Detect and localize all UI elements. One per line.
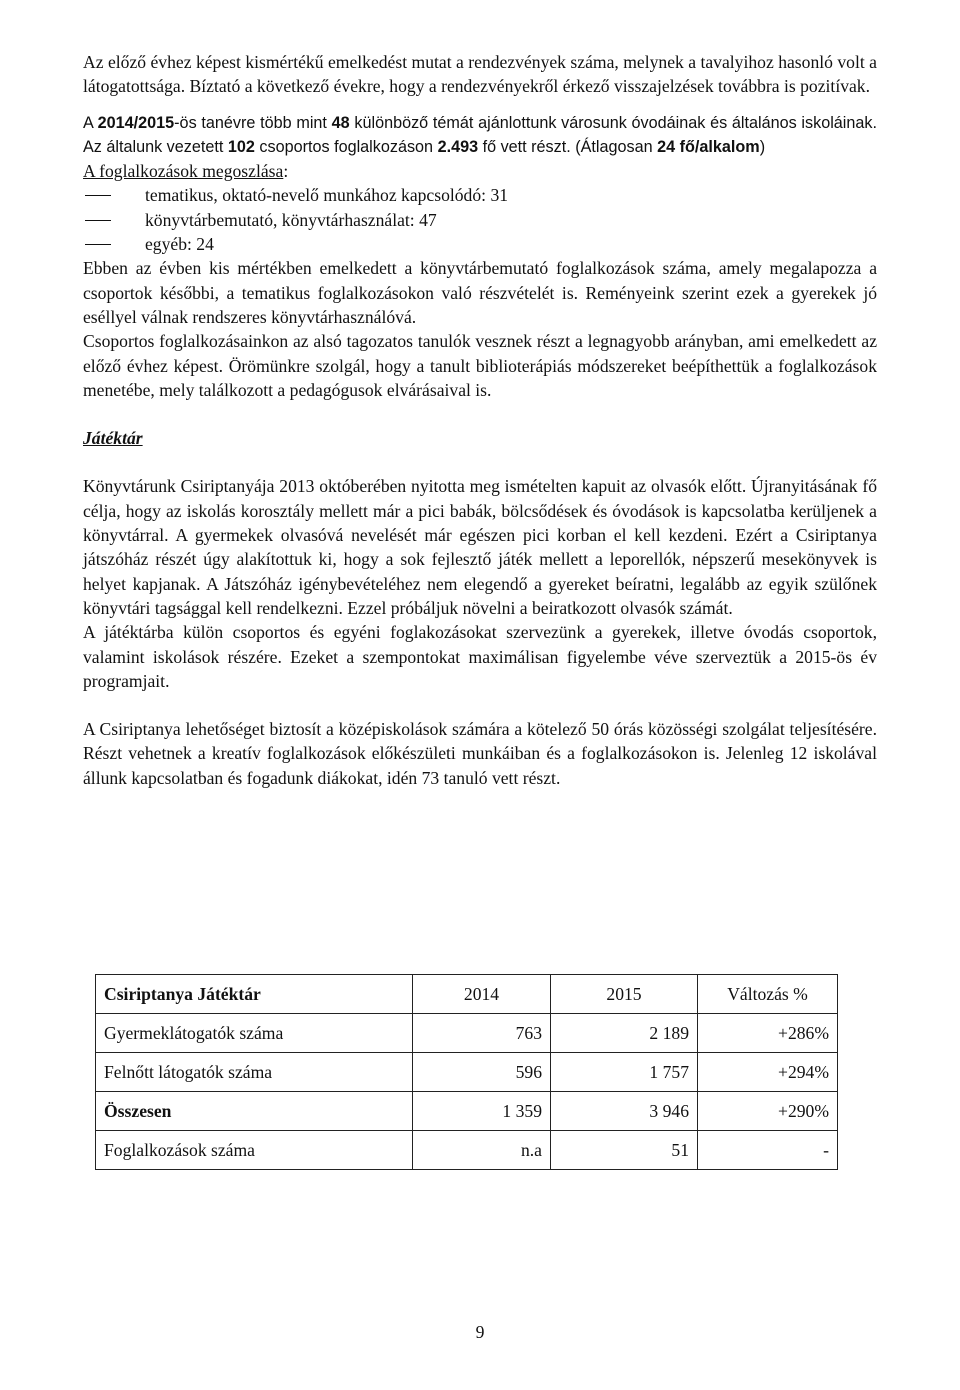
paragraph-events: Az előző évhez képest kismértékű emelkedést mutat a rendezvények száma, melynek a tavalyihoz hasonló volt a látogatottsága. Bíztató a következő évekre, hogy a rendezvényekről érkező visszajelzések továbbra is pozitívak. [83,52,877,97]
paragraph-school-year: A 2014/2015-ös tanévre több mint 48 különböző témát ajánlottunk városunk óvodáinak és általános iskoláinak. Az általunk vezetett 102 csoportos foglalkozáson 2.493 fő vett részt. (Átlagosan 24 fő/alkalom) [83,113,877,156]
school-year: 2014/2015 [97,113,175,132]
list-item: egyéb: 24 [83,232,877,256]
list-item: könyvtárbemutató, könyvtárhasználat: 47 [83,208,877,232]
paragraph-library-intro: Ebben az évben kis mértékben emelkedett a könyvtárbemutató foglalkozások száma, amely megalapozza a csoportok későbbi, a tematikus foglalkozásokon való részvételét is. Reményeink szerint ezek a gyerekek jó eséllyel válnak rendszeres könyvtárhasználóvá. [83,258,877,327]
distribution-label-line: A foglalkozások megoszlása: [83,161,289,182]
table-row: Foglalkozások száma n.a 51 - [96,1131,838,1170]
header-cell: Változás % [698,975,838,1014]
paragraph-community-service: A Csiriptanya lehetőséget biztosít a középiskolások számára a kötelező 50 órás közösségi szolgálat teljesítésére. Részt vehetnek a kreatív foglalkozások előkészületi munkáiban és a foglalkozásokon is. Jelenleg 12 iskolával állunk kapcsolatban és fogadunk diákokat, idén 73 tanuló vett részt. [83,719,877,788]
stats-table [95,974,838,1170]
topic-count: 48 [331,113,350,132]
paragraph-csiriptanya: Könyvtárunk Csiriptanyája 2013 októberében nyitotta meg ismételten kapuit az olvasók előtt. Újranyitásának fő célja, hogy az iskolás korosztály mellett már a pici babák, bölcsődések és óvodások is kapcsolatba kerüljenek a könyvtárral. A gyermekek olvasóvá nevelését már egészen pici korban el kell kezdeni. Ezért a Csiriptanya játszóház részét úgy alakítottuk ki, hogy a sok fejlesztő játék mellett a leporellók, népszerű mesekönyvek is helyet kapjanak. A Játszóház igénybevételéhez nem elegendő a gyereket beíratni, legalább az egyik szülőnek könyvtári tagsággal kell rendelkezni. Ezzel próbáljuk növelni a beiratkozott olvasók számát. [83,476,877,618]
table-row: Felnőtt látogatók száma 596 1 757 +294% [96,1053,838,1092]
header-cell: Csiriptanya Játéktár [96,975,413,1014]
paragraph-programs: A játéktárba külön csoportos és egyéni foglakozásokat szervezünk a gyerekek, illetve óvodás csoportok, valamint iskolások részére. Ezeket a szempontokat maximálisan figyelembe véve szerveztük a 2015-ös év programjait. [83,622,877,691]
participant-count: 2.493 [437,137,479,156]
table-header-row [96,975,838,1014]
distribution-label: A foglalkozások megoszlása [83,161,284,182]
table-row-total: Összesen 1 359 3 946 +290% [96,1092,838,1131]
average-per-session: 24 fő/alkalom [657,137,760,156]
table-row: Gyermeklátogatók száma 763 2 189 +286% [96,1014,838,1053]
distribution-list [83,183,877,256]
header-cell: 2014 [413,975,551,1014]
section-heading-jatektar: Játéktár [83,428,143,449]
paragraph-group-sessions: Csoportos foglalkozásainkon az alsó tagozatos tanulók vesznek részt a legnagyobb arányban, ami emelkedett az előző évhez képest. Örömünkre szolgál, hogy a tanult biblioterápiás módszereket beépíthettük a foglalkozások menetébe, mely találkozott a pedagógusok elvárásaival is. [83,331,877,400]
header-cell: 2015 [551,975,698,1014]
document-page [83,50,877,790]
page-number: 9 [475,1322,485,1342]
list-item: tematikus, oktató-nevelő munkához kapcsolódó: 31 [83,183,877,207]
session-count: 102 [227,137,255,156]
